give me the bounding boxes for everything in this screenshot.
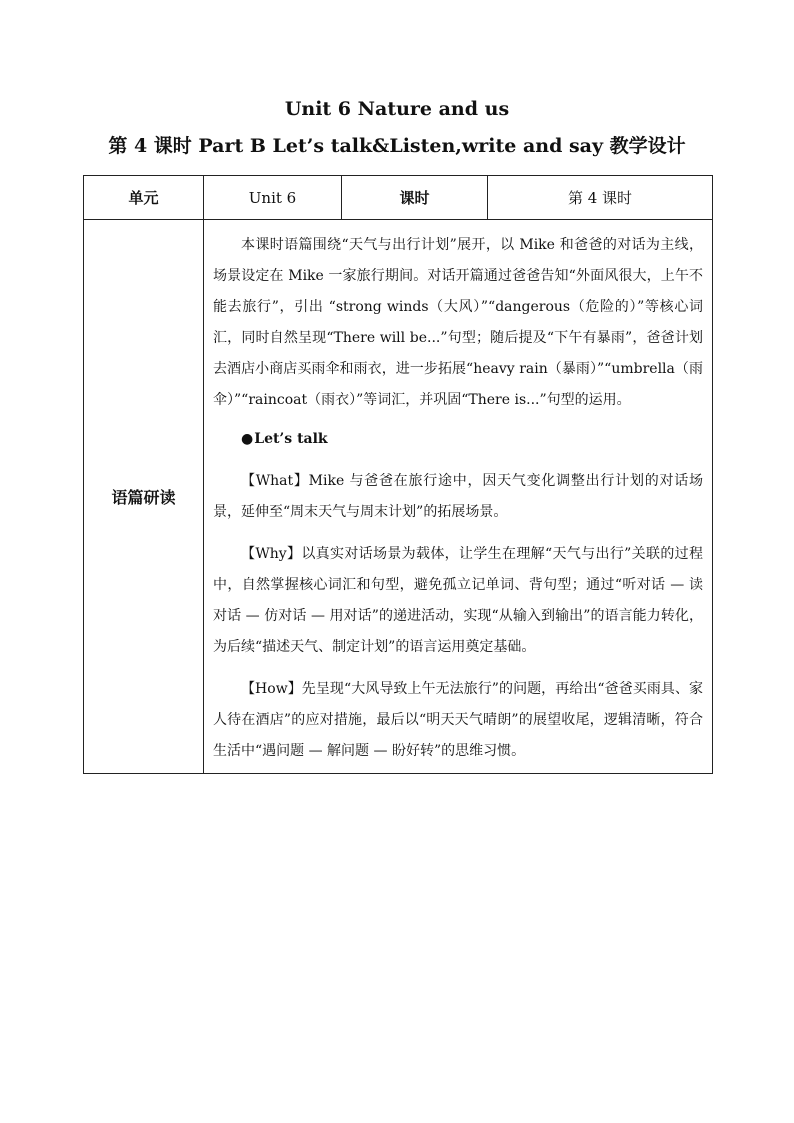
why-paragraph: 【Why】以真实对话场景为载体，让学生在理解“天气与出行”关联的过程中，自然掌握核心词汇和句型，避免孤立记单词、背句型；通过“听对话 — 读对话 — 仿对话 — 用对话”的递进活动，实现“从输入到输出”的语言能力转化，为后续“描述天气、制定计划”的语言运用奠定基础。 xyxy=(213,546,703,655)
how-paragraph: 【How】先呈现“大风导致上午无法旅行”的问题，再给出“爸爸买雨具、家人待在酒店”的应对措施，最后以“明天天气晴朗”的展望收尾，逻辑清晰，符合生活中“遇问题 — 解问题 — 盼好转”的思维习惯。 xyxy=(213,681,703,759)
lesson-label-cell: 课时 xyxy=(342,176,488,220)
unit-value-cell: Unit 6 xyxy=(204,176,342,220)
document-title: Unit 6 Nature and us xyxy=(284,98,510,120)
lets-talk-label: Let’s talk xyxy=(254,431,328,447)
text-analysis-row xyxy=(84,220,713,774)
overview-paragraph: 本课时语篇围绕“天气与出行计划”展开，以 Mike 和爸爸的对话为主线，场景设定在 Mike 一家旅行期间。对话开篇通过爸爸告知“外面风很大，上午不能去旅行”，引出 “strong winds（大风）”“dangerous（危险的）”等核心词汇，同时自然呈现“There will be...”句型；随后提及“下午有暴雨”，爸爸计划去酒店小商店买雨伞和雨衣，进一步拓展“heavy rain（暴雨）”“umbrella（雨伞）”“raincoat（雨衣）”等词汇，并巩固“There is...”句型的运用。 xyxy=(213,237,703,408)
what-paragraph: 【What】Mike 与爸爸在旅行途中，因天气变化调整出行计划的对话场景，延伸至“周末天气与周末计划”的拓展场景。 xyxy=(213,473,703,520)
bullet-icon: ● xyxy=(241,431,254,447)
section-label-cell: 语篇研读 xyxy=(84,220,204,774)
document-subtitle: 第 4 课时 Part B Let’s talk&Listen,write and say 教学设计 xyxy=(108,135,686,157)
section-content-cell xyxy=(204,220,713,774)
unit-label-cell: 单元 xyxy=(84,176,204,220)
lets-talk-heading xyxy=(213,424,703,455)
table-header-row xyxy=(84,176,713,220)
lesson-plan-table xyxy=(83,175,713,774)
lesson-value-cell: 第 4 课时 xyxy=(488,176,713,220)
